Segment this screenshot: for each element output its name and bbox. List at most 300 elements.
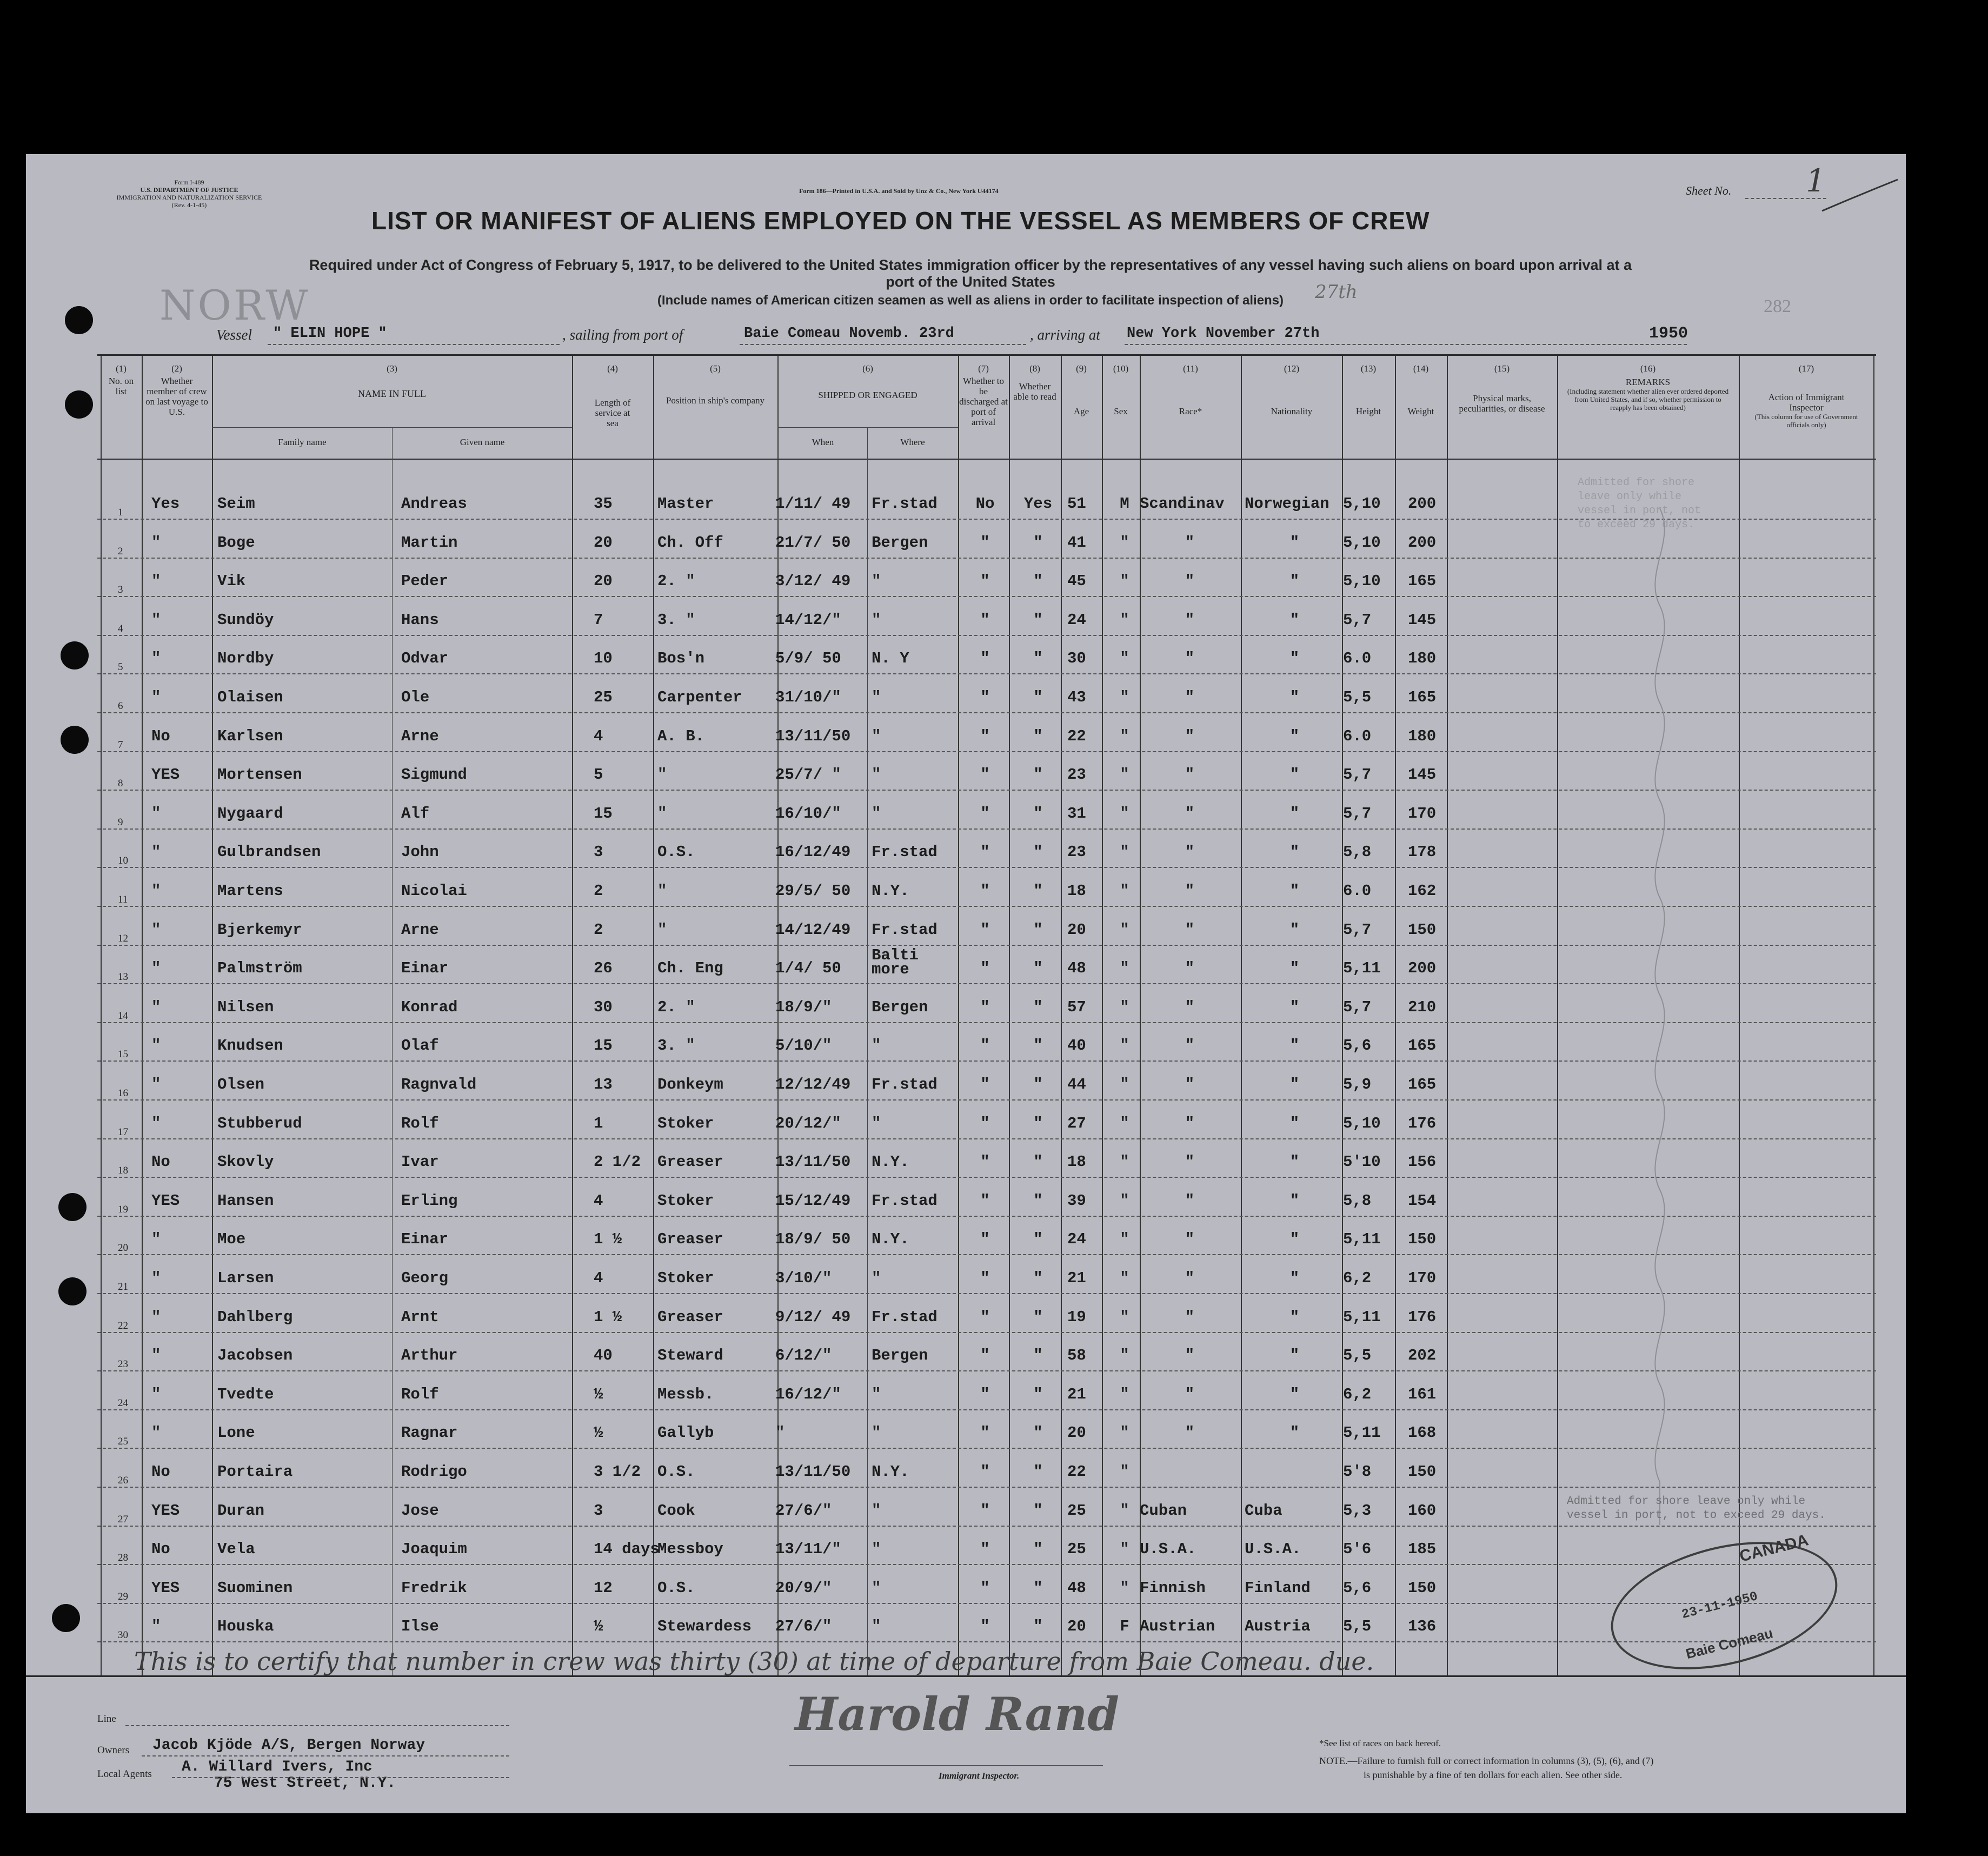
crew-nationality: Austria <box>1245 1618 1311 1636</box>
col-header-16: (16) REMARKS (Including statement whether alien ever ordered deported from United States, and if so, whether permission to reapply has been obtained) <box>1567 363 1729 412</box>
crew-height: 5,5 <box>1343 688 1372 706</box>
crew-shipped-where: N.Y. <box>872 1463 909 1481</box>
crew-position: 2. " <box>657 998 695 1016</box>
crew-age: 20 <box>1067 1618 1086 1636</box>
crew-row-number: 7 <box>118 739 123 751</box>
row-rule <box>97 1370 1876 1371</box>
crew-able-read: " <box>1033 1463 1043 1481</box>
crew-nationality: " <box>1289 920 1300 939</box>
crew-shipped-where: Fr.stad <box>872 843 938 861</box>
crew-age: 48 <box>1067 1579 1086 1597</box>
punch-hole <box>65 306 93 334</box>
crew-family-name: Larsen <box>217 1269 274 1287</box>
crew-sex: " <box>1120 1076 1129 1093</box>
crew-service-length: 15 <box>594 804 613 823</box>
crew-weight: 170 <box>1408 1269 1437 1287</box>
crew-sex: " <box>1120 1424 1129 1442</box>
crew-height: 5,10 <box>1343 533 1381 552</box>
crew-height: 5,3 <box>1343 1501 1372 1520</box>
crew-race: Finnish <box>1140 1579 1206 1597</box>
crew-shipped-where: " <box>872 727 881 745</box>
crew-family-name: Gulbrandsen <box>217 843 321 861</box>
crew-race: " <box>1185 1385 1195 1403</box>
col-header-6b: Where <box>900 437 925 447</box>
crew-height: 5,8 <box>1343 1191 1372 1210</box>
crew-shipped-when: 27/6/" <box>775 1618 832 1636</box>
crew-shipped-where: Fr.stad <box>872 920 938 939</box>
sailing-label: , sailing from port of <box>562 327 683 343</box>
row-rule <box>97 1138 1876 1139</box>
crew-shipped-when: 6/12/" <box>775 1347 832 1365</box>
crew-service-length: 15 <box>594 1037 613 1055</box>
crew-service-length: 2 <box>594 882 603 900</box>
crew-prev-voyage: YES <box>151 1579 180 1597</box>
crew-race: Austrian <box>1140 1618 1215 1636</box>
handwritten-country: NORW <box>159 281 310 329</box>
crew-weight: 180 <box>1408 727 1437 745</box>
crew-service-length: 14 days <box>594 1540 660 1559</box>
crew-race: " <box>1185 1269 1195 1287</box>
crew-given-name: Jose <box>401 1501 439 1520</box>
crew-position: 3. " <box>657 1037 695 1055</box>
crew-position: Steward <box>657 1347 723 1365</box>
col-header-3: (3) NAME IN FULL <box>358 363 426 399</box>
crew-nationality: " <box>1289 727 1300 745</box>
crew-service-length: 7 <box>594 611 603 629</box>
crew-height: 5,9 <box>1343 1076 1372 1093</box>
crew-service-length: 35 <box>594 495 613 513</box>
crew-shipped-when: 16/12/" <box>775 1385 841 1403</box>
crew-able-read: " <box>1033 998 1043 1016</box>
crew-row-number: 22 <box>118 1320 128 1331</box>
punch-hole <box>52 1604 80 1632</box>
crew-discharged: " <box>980 1579 990 1597</box>
crew-family-name: Vik <box>217 572 246 591</box>
col-rule <box>572 356 573 1675</box>
crew-height: 5,6 <box>1343 1037 1372 1055</box>
crew-given-name: Alf <box>401 804 430 823</box>
crew-prev-voyage: " <box>151 998 161 1016</box>
crew-nationality: " <box>1289 843 1300 861</box>
sheet-number-stroke <box>1817 173 1903 216</box>
crew-family-name: Palmström <box>217 959 302 978</box>
row-rule <box>97 983 1876 984</box>
crew-race: " <box>1185 1037 1195 1055</box>
crew-race: " <box>1185 1114 1195 1132</box>
crew-height: 5,11 <box>1343 959 1381 978</box>
crew-shipped-when: 3/10/" <box>775 1269 832 1287</box>
crew-age: 23 <box>1067 843 1086 861</box>
crew-sex: " <box>1120 688 1129 706</box>
col-rule <box>1739 356 1740 1675</box>
row-rule <box>97 828 1876 830</box>
crew-able-read: " <box>1033 1076 1043 1093</box>
vessel-label: Vessel <box>216 327 252 343</box>
crew-height: 5,7 <box>1343 920 1372 939</box>
col-header-7: (7) Whether to be discharged at port of arrival <box>959 363 1008 427</box>
crew-given-name: John <box>401 843 439 861</box>
crew-family-name: Tvedte <box>217 1385 274 1403</box>
col-header-15: (15) Physical marks, peculiarities, or disease <box>1459 363 1545 414</box>
col-rule <box>1447 356 1448 1675</box>
crew-weight: 150 <box>1408 1579 1437 1597</box>
punch-hole <box>58 1277 87 1305</box>
row-rule <box>97 558 1876 559</box>
crew-shipped-when: 13/11/" <box>775 1540 841 1559</box>
crew-shipped-when: 16/10/" <box>775 804 841 823</box>
crew-nationality: " <box>1289 766 1300 784</box>
crew-prev-voyage: No <box>151 1463 170 1481</box>
crew-prev-voyage: " <box>151 882 161 900</box>
arriving-label: , arriving at <box>1030 327 1100 343</box>
crew-row-number: 14 <box>118 1010 128 1022</box>
crew-prev-voyage: " <box>151 920 161 939</box>
crew-position: Stoker <box>657 1114 714 1132</box>
crew-height: 5,11 <box>1343 1308 1381 1326</box>
crew-shipped-where: " <box>872 1385 881 1403</box>
crew-age: 25 <box>1067 1540 1086 1559</box>
crew-able-read: " <box>1033 1618 1043 1636</box>
subtitle-1: Required under Act of Congress of February 5, 1917, to be delivered to the United States immigration officer by the representatives of any vessel having such aliens on board upon arrival at a <box>309 257 1632 273</box>
crew-discharged: " <box>980 920 990 939</box>
crew-row-number: 6 <box>118 700 123 712</box>
crew-row-number: 3 <box>118 584 123 596</box>
col-header-2: (2) Whether member of crew on last voyage to U.S. <box>145 363 208 417</box>
crew-prev-voyage: " <box>151 843 161 861</box>
crew-row-number: 9 <box>118 816 123 828</box>
crew-sex: " <box>1120 882 1129 900</box>
crew-discharged: " <box>980 882 990 900</box>
crew-discharged: " <box>980 1191 990 1210</box>
crew-shipped-where: Fr.stad <box>872 1191 938 1210</box>
crew-family-name: Portaira <box>217 1463 293 1481</box>
crew-discharged: No <box>975 495 995 513</box>
remarks-bottom: Admitted for shore leave only while vessel in port, not to exceed 29 days. <box>1567 1495 1826 1522</box>
crew-nationality: " <box>1289 649 1300 668</box>
crew-race: " <box>1185 572 1195 591</box>
crew-discharged: " <box>980 1385 990 1403</box>
crew-given-name: Fredrik <box>401 1579 467 1597</box>
crew-prev-voyage: " <box>151 1230 161 1249</box>
agents-label: Local Agents <box>97 1768 152 1780</box>
crew-sex: " <box>1120 959 1129 978</box>
crew-nationality: " <box>1289 1308 1300 1326</box>
crew-nationality: " <box>1289 533 1300 552</box>
crew-weight: 200 <box>1408 533 1437 552</box>
crew-row-number: 5 <box>118 661 123 673</box>
crew-race: " <box>1185 611 1195 629</box>
crew-weight: 165 <box>1408 688 1437 706</box>
crew-position: " <box>657 920 667 939</box>
crew-position: Messboy <box>657 1540 723 1559</box>
crew-weight: 154 <box>1408 1191 1437 1210</box>
crew-service-length: 30 <box>594 998 613 1016</box>
col-rule <box>1241 356 1242 1675</box>
crew-family-name: Vela <box>217 1540 255 1559</box>
crew-given-name: Ragnar <box>401 1424 458 1442</box>
crew-prev-voyage: YES <box>151 1191 180 1210</box>
row-rule <box>97 1332 1876 1333</box>
crew-sex: " <box>1120 1540 1129 1559</box>
crew-nationality: " <box>1289 959 1300 978</box>
crew-able-read: " <box>1033 1269 1043 1287</box>
handwritten-date: 27th <box>1315 281 1358 303</box>
crew-row-number: 13 <box>118 971 128 983</box>
crew-family-name: Sundöy <box>217 611 274 629</box>
crew-family-name: Dahlberg <box>217 1308 293 1326</box>
row-rule <box>97 1603 1876 1604</box>
crew-prev-voyage: " <box>151 1076 161 1093</box>
crew-discharged: " <box>980 1114 990 1132</box>
col-header-12: (12) Nationality <box>1271 363 1313 416</box>
col-rule <box>1395 356 1396 1675</box>
crew-nationality: " <box>1289 1424 1300 1442</box>
crew-position: O.S. <box>657 1579 695 1597</box>
crew-row-number: 10 <box>118 855 128 867</box>
crew-age: 19 <box>1067 1308 1086 1326</box>
crew-able-read: " <box>1033 1579 1043 1597</box>
crew-age: 30 <box>1067 649 1086 668</box>
crew-age: 58 <box>1067 1347 1086 1365</box>
crew-given-name: Ragnvald <box>401 1076 477 1093</box>
crew-position: Messb. <box>657 1385 714 1403</box>
crew-family-name: Jacobsen <box>217 1347 293 1365</box>
crew-weight: 150 <box>1408 1230 1437 1249</box>
crew-height: 6.0 <box>1343 727 1372 745</box>
crew-discharged: " <box>980 1153 990 1171</box>
crew-service-length: 1 <box>594 1114 603 1132</box>
crew-able-read: " <box>1033 1153 1043 1171</box>
crew-age: 20 <box>1067 920 1086 939</box>
crew-height: 5,11 <box>1343 1230 1381 1249</box>
crew-shipped-where: " <box>872 1540 881 1559</box>
crew-nationality: " <box>1289 998 1300 1016</box>
crew-weight: 150 <box>1408 1463 1437 1481</box>
crew-nationality: Cuba <box>1245 1501 1282 1520</box>
crew-shipped-when: 20/12/" <box>775 1114 841 1132</box>
row-rule <box>97 596 1876 597</box>
crew-family-name: Suominen <box>217 1579 293 1597</box>
crew-age: 43 <box>1067 688 1086 706</box>
crew-given-name: Arnt <box>401 1308 439 1326</box>
crew-height: 5,7 <box>1343 766 1372 784</box>
col-header-17: (17) Action of Immigrant Inspector (This column for use of Government officials only) <box>1754 363 1858 429</box>
crew-sex: " <box>1120 1269 1129 1287</box>
crew-sex: " <box>1120 1114 1129 1132</box>
crew-sex: " <box>1120 1463 1129 1481</box>
crew-given-name: Arthur <box>401 1347 458 1365</box>
crew-shipped-where: Fr.stad <box>872 1076 938 1093</box>
crew-service-length: 4 <box>594 727 603 745</box>
crew-family-name: Bjerkemyr <box>217 920 302 939</box>
crew-able-read: " <box>1033 1385 1043 1403</box>
crew-age: 45 <box>1067 572 1086 591</box>
crew-shipped-where: Fr.stad <box>872 495 938 513</box>
crew-discharged: " <box>980 533 990 552</box>
crew-given-name: Konrad <box>401 998 458 1016</box>
crew-family-name: Seim <box>217 495 255 513</box>
crew-position: Carpenter <box>657 688 742 706</box>
crew-shipped-when: 12/12/49 <box>775 1076 851 1093</box>
crew-family-name: Stubberud <box>217 1114 302 1132</box>
crew-race: " <box>1185 1153 1195 1171</box>
crew-given-name: Andreas <box>401 495 467 513</box>
crew-sex: " <box>1120 843 1129 861</box>
crew-prev-voyage: " <box>151 804 161 823</box>
crew-weight: 165 <box>1408 1076 1437 1093</box>
col-header-8: (8) Whether able to read <box>1013 363 1056 402</box>
row-rule <box>97 712 1876 713</box>
crew-able-read: " <box>1033 843 1043 861</box>
crew-family-name: Nygaard <box>217 804 283 823</box>
crew-age: 22 <box>1067 1463 1086 1481</box>
crew-shipped-where: N.Y. <box>872 1153 909 1171</box>
crew-weight: 161 <box>1408 1385 1437 1403</box>
crew-shipped-where: Balti more <box>872 946 919 979</box>
crew-row-number: 19 <box>118 1203 128 1215</box>
crew-given-name: Martin <box>401 533 458 552</box>
crew-prev-voyage: " <box>151 688 161 706</box>
col-header-6a: When <box>812 437 834 447</box>
crew-shipped-where: " <box>872 1037 881 1055</box>
crew-age: 48 <box>1067 959 1086 978</box>
crew-given-name: Rodrigo <box>401 1463 467 1481</box>
crew-prev-voyage: " <box>151 649 161 668</box>
crew-prev-voyage: " <box>151 959 161 978</box>
crew-position: Master <box>657 495 714 513</box>
crew-shipped-where: " <box>872 611 881 629</box>
crew-weight: 176 <box>1408 1308 1437 1326</box>
crew-shipped-where: " <box>872 1424 881 1442</box>
crew-nationality: " <box>1289 1385 1300 1403</box>
crew-able-read: " <box>1033 688 1043 706</box>
crew-position: Bos'n <box>657 649 705 668</box>
agents-line-2: 75 West Street, N.Y. <box>214 1775 396 1792</box>
crew-family-name: Olsen <box>217 1076 265 1093</box>
crew-sex: " <box>1120 1230 1129 1249</box>
row-rule <box>97 1641 1876 1642</box>
crew-discharged: " <box>980 1230 990 1249</box>
crew-sex: " <box>1120 804 1129 823</box>
col-rule <box>1061 356 1062 1675</box>
crew-service-length: 10 <box>594 649 613 668</box>
crew-position: " <box>657 804 667 823</box>
crew-row-number: 30 <box>118 1629 128 1641</box>
crew-able-read: " <box>1033 727 1043 745</box>
crew-service-length: ½ <box>594 1424 603 1442</box>
crew-weight: 180 <box>1408 649 1437 668</box>
row-rule <box>97 1216 1876 1217</box>
crew-prev-voyage: No <box>151 1153 170 1171</box>
crew-shipped-when: 20/9/" <box>775 1579 832 1597</box>
col-header-1: (1) No. on list <box>108 363 134 396</box>
col-rule <box>1873 356 1874 1675</box>
col-rule <box>1009 356 1010 1675</box>
crew-able-read: " <box>1033 572 1043 591</box>
crew-nationality: " <box>1289 1076 1300 1093</box>
sailing-from: Baie Comeau Novemb. 23rd <box>744 326 954 342</box>
crew-family-name: Lone <box>217 1424 255 1442</box>
crew-nationality: " <box>1289 1153 1300 1171</box>
crew-shipped-when: 3/12/ 49 <box>775 572 851 591</box>
crew-race: " <box>1185 998 1195 1016</box>
col-rule <box>1102 356 1103 1675</box>
header-bottom-rule <box>97 459 1876 460</box>
crew-prev-voyage: " <box>151 1618 161 1636</box>
crew-shipped-where: N. Y <box>872 649 909 668</box>
crew-sex: " <box>1120 611 1129 629</box>
crew-discharged: " <box>980 1308 990 1326</box>
crew-shipped-when: 13/11/50 <box>775 1153 851 1171</box>
crew-row-number: 11 <box>118 894 128 905</box>
crew-prev-voyage: No <box>151 727 170 745</box>
crew-sex: M <box>1120 495 1129 513</box>
crew-weight: 145 <box>1408 766 1437 784</box>
crew-sex: " <box>1120 1153 1129 1171</box>
crew-service-length: 1 ½ <box>594 1308 622 1326</box>
crew-service-length: 2 1/2 <box>594 1153 641 1171</box>
row-rule <box>97 673 1876 674</box>
crew-position: Ch. Eng <box>657 959 723 978</box>
crew-race: " <box>1185 727 1195 745</box>
col-header-3b: Given name <box>460 437 505 447</box>
crew-discharged: " <box>980 766 990 784</box>
crew-shipped-where: " <box>872 1114 881 1132</box>
crew-prev-voyage: " <box>151 572 161 591</box>
fine-note-2: is punishable by a fine of ten dollars for each alien. See other side. <box>1364 1769 1623 1780</box>
crew-discharged: " <box>980 1463 990 1481</box>
line-label: Line <box>97 1713 116 1725</box>
crew-shipped-when: 15/12/49 <box>775 1191 851 1210</box>
crew-discharged: " <box>980 959 990 978</box>
crew-able-read: " <box>1033 920 1043 939</box>
crew-age: 25 <box>1067 1501 1086 1520</box>
crew-family-name: Knudsen <box>217 1037 283 1055</box>
crew-row-number: 24 <box>118 1397 128 1409</box>
crew-family-name: Duran <box>217 1501 265 1520</box>
crew-age: 21 <box>1067 1269 1086 1287</box>
crew-nationality: " <box>1289 1114 1300 1132</box>
crew-age: 18 <box>1067 1153 1086 1171</box>
vessel-name: " ELIN HOPE " <box>273 326 387 342</box>
crew-row-number: 12 <box>118 932 128 944</box>
crew-shipped-when: 18/9/" <box>775 998 832 1016</box>
crew-position: 2. " <box>657 572 695 591</box>
crew-given-name: Olaf <box>401 1037 439 1055</box>
crew-shipped-where: " <box>872 1269 881 1287</box>
col-rule <box>958 356 959 1675</box>
races-note: *See list of races on back hereof. <box>1319 1738 1441 1748</box>
crew-nationality: Norwegian <box>1245 495 1329 513</box>
crew-family-name: Skovly <box>217 1153 274 1171</box>
crew-prev-voyage: " <box>151 1114 161 1132</box>
crew-height: 5,5 <box>1343 1618 1372 1636</box>
crew-discharged: " <box>980 1618 990 1636</box>
crew-shipped-when: 1/11/ 49 <box>775 495 851 513</box>
crew-height: 6,2 <box>1343 1269 1372 1287</box>
crew-weight: 136 <box>1408 1618 1437 1636</box>
crew-race: " <box>1185 804 1195 823</box>
crew-shipped-when: 13/11/50 <box>775 1463 851 1481</box>
crew-given-name: Rolf <box>401 1385 439 1403</box>
crew-weight: 156 <box>1408 1153 1437 1171</box>
crew-height: 5,10 <box>1343 495 1381 513</box>
col-header-3a: Family name <box>278 437 327 447</box>
crew-family-name: Houska <box>217 1618 274 1636</box>
crew-nationality: U.S.A. <box>1245 1540 1301 1559</box>
crew-service-length: 1 ½ <box>594 1230 622 1249</box>
col-rule <box>1557 356 1558 1675</box>
